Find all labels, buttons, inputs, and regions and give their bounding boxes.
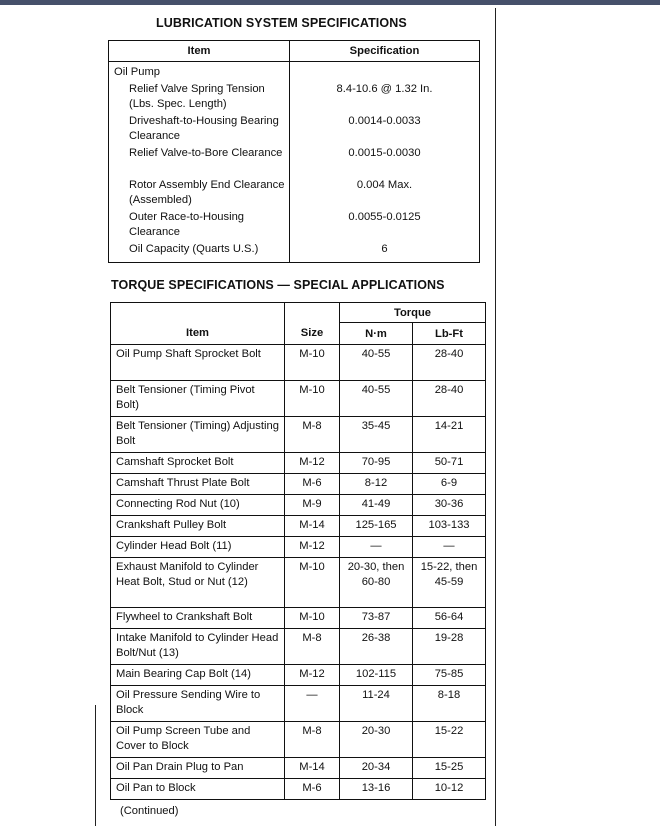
lubrication-specs-cell <box>290 62 480 263</box>
torque-item-cell: Flywheel to Crankshaft Bolt <box>111 608 285 629</box>
torque-blank-header <box>285 303 340 323</box>
table-row <box>111 495 486 516</box>
torque-lbft-cell: 8-18 <box>413 686 486 722</box>
torque-item-cell: Oil Pump Shaft Sprocket Bolt <box>111 345 285 381</box>
torque-nm-header: N·m <box>340 323 413 345</box>
lubrication-item: Oil Capacity (Quarts U.S.) <box>129 243 259 255</box>
torque-lbft-cell: 50-71 <box>413 453 486 474</box>
torque-size-cell: M-12 <box>285 665 340 686</box>
torque-size-cell: M-6 <box>285 474 340 495</box>
torque-size-cell: M-14 <box>285 758 340 779</box>
torque-item-cell: Oil Pan Drain Plug to Pan <box>111 758 285 779</box>
torque-item-cell: Intake Manifold to Cylinder Head Bolt/Nut (13) <box>111 629 285 665</box>
torque-item-cell: Oil Pump Screen Tube and Cover to Block <box>111 722 285 758</box>
torque-nm-cell: 41-49 <box>340 495 413 516</box>
torque-nm-cell: 20-34 <box>340 758 413 779</box>
torque-size-cell: M-14 <box>285 516 340 537</box>
table-row <box>111 381 486 417</box>
table-row <box>111 665 486 686</box>
torque-lbft-cell: 28-40 <box>413 345 486 381</box>
torque-size-cell: M-8 <box>285 722 340 758</box>
table-row <box>111 516 486 537</box>
lubrication-item: Outer Race-to-Housing Clearance <box>129 211 245 238</box>
torque-size-cell: M-10 <box>285 608 340 629</box>
torque-lbft-cell: 14-21 <box>413 417 486 453</box>
torque-header-row <box>111 323 486 345</box>
torque-nm-cell: 125-165 <box>340 516 413 537</box>
torque-item-cell: Main Bearing Cap Bolt (14) <box>111 665 285 686</box>
torque-size-cell: M-10 <box>285 381 340 417</box>
table-row <box>111 537 486 558</box>
lubrication-title: LUBRICATION SYSTEM SPECIFICATIONS <box>156 16 407 30</box>
torque-size-cell: M-10 <box>285 558 340 608</box>
torque-lbft-cell: 15-22 <box>413 722 486 758</box>
torque-nm-cell: 40-55 <box>340 345 413 381</box>
torque-item-cell: Belt Tensioner (Timing) Adjusting Bolt <box>111 417 285 453</box>
torque-size-cell: M-9 <box>285 495 340 516</box>
lubrication-item-header: Item <box>109 41 290 62</box>
torque-size-cell: — <box>285 686 340 722</box>
torque-nm-cell: 73-87 <box>340 608 413 629</box>
lubrication-header-row <box>109 41 480 62</box>
torque-nm-cell: 26-38 <box>340 629 413 665</box>
lubrication-spec-value: 0.0055-0.0125 <box>348 211 421 223</box>
oil-pump-group-label: Oil Pump <box>114 66 161 78</box>
torque-blank-header <box>111 303 285 323</box>
torque-nm-cell: 11-24 <box>340 686 413 722</box>
torque-size-cell: M-12 <box>285 453 340 474</box>
torque-nm-cell: 20-30, then 60-80 <box>340 558 413 608</box>
page-column-rule <box>495 8 496 826</box>
torque-item-cell: Camshaft Thrust Plate Bolt <box>111 474 285 495</box>
lubrication-spec-table <box>108 40 480 263</box>
torque-item-cell: Belt Tensioner (Timing Pivot Bolt) <box>111 381 285 417</box>
torque-group-header: Torque <box>340 303 486 323</box>
torque-nm-cell: 40-55 <box>340 381 413 417</box>
torque-nm-cell: 20-30 <box>340 722 413 758</box>
torque-lbft-cell: 103-133 <box>413 516 486 537</box>
lubrication-items-cell <box>109 62 290 263</box>
torque-item-cell: Exhaust Manifold to Cylinder Heat Bolt, Stud or Nut (12) <box>111 558 285 608</box>
torque-item-cell: Oil Pressure Sending Wire to Block <box>111 686 285 722</box>
torque-nm-cell: 102-115 <box>340 665 413 686</box>
torque-lbft-cell: 15-25 <box>413 758 486 779</box>
continued-note: (Continued) <box>120 805 179 817</box>
torque-item-header: Item <box>111 323 285 345</box>
table-row <box>111 686 486 722</box>
table-row <box>111 608 486 629</box>
torque-size-header: Size <box>285 323 340 345</box>
lubrication-spec-value: 8.4-10.6 @ 1.32 In. <box>336 83 433 95</box>
table-row <box>111 345 486 381</box>
table-row <box>111 558 486 608</box>
lubrication-body-row <box>109 62 480 263</box>
torque-nm-cell: 35-45 <box>340 417 413 453</box>
torque-lbft-header: Lb-Ft <box>413 323 486 345</box>
lubrication-item: Rotor Assembly End Clearance (Assembled) <box>129 179 285 206</box>
torque-lbft-cell: 75-85 <box>413 665 486 686</box>
torque-lbft-cell: 15-22, then 45-59 <box>413 558 486 608</box>
table-row <box>111 779 486 800</box>
torque-lbft-cell: 6-9 <box>413 474 486 495</box>
torque-spec-table <box>110 302 486 800</box>
torque-lbft-cell: 56-64 <box>413 608 486 629</box>
torque-lbft-cell: 30-36 <box>413 495 486 516</box>
lubrication-spec-header: Specification <box>290 41 480 62</box>
top-border-bar <box>0 0 660 5</box>
torque-nm-cell: 13-16 <box>340 779 413 800</box>
torque-title: TORQUE SPECIFICATIONS — SPECIAL APPLICATIONS <box>111 278 445 292</box>
table-row <box>111 629 486 665</box>
lubrication-item: Driveshaft-to-Housing Bearing Clearance <box>129 115 279 142</box>
lubrication-item: Relief Valve Spring Tension (Lbs. Spec. Length) <box>129 83 265 110</box>
torque-lbft-cell: 19-28 <box>413 629 486 665</box>
torque-nm-cell: — <box>340 537 413 558</box>
torque-size-cell: M-6 <box>285 779 340 800</box>
torque-item-cell: Cylinder Head Bolt (11) <box>111 537 285 558</box>
torque-lbft-cell: 28-40 <box>413 381 486 417</box>
torque-item-cell: Oil Pan to Block <box>111 779 285 800</box>
table-row <box>111 474 486 495</box>
torque-lbft-cell: — <box>413 537 486 558</box>
lubrication-spec-value: 0.0015-0.0030 <box>348 147 421 159</box>
table-row <box>111 722 486 758</box>
table-row <box>111 758 486 779</box>
torque-size-cell: M-8 <box>285 629 340 665</box>
lubrication-spec-value: 0.004 Max. <box>356 179 413 191</box>
page-margin-rule <box>95 705 96 826</box>
torque-item-cell: Camshaft Sprocket Bolt <box>111 453 285 474</box>
table-row <box>111 417 486 453</box>
torque-header-row-top <box>111 303 486 323</box>
table-row <box>111 453 486 474</box>
lubrication-item: Relief Valve-to-Bore Clearance <box>129 147 283 159</box>
torque-size-cell: M-10 <box>285 345 340 381</box>
torque-lbft-cell: 10-12 <box>413 779 486 800</box>
torque-item-cell: Connecting Rod Nut (10) <box>111 495 285 516</box>
torque-nm-cell: 70-95 <box>340 453 413 474</box>
torque-item-cell: Crankshaft Pulley Bolt <box>111 516 285 537</box>
lubrication-spec-value: 0.0014-0.0033 <box>348 115 421 127</box>
torque-size-cell: M-8 <box>285 417 340 453</box>
torque-size-cell: M-12 <box>285 537 340 558</box>
torque-nm-cell: 8-12 <box>340 474 413 495</box>
lubrication-spec-value: 6 <box>381 243 388 255</box>
